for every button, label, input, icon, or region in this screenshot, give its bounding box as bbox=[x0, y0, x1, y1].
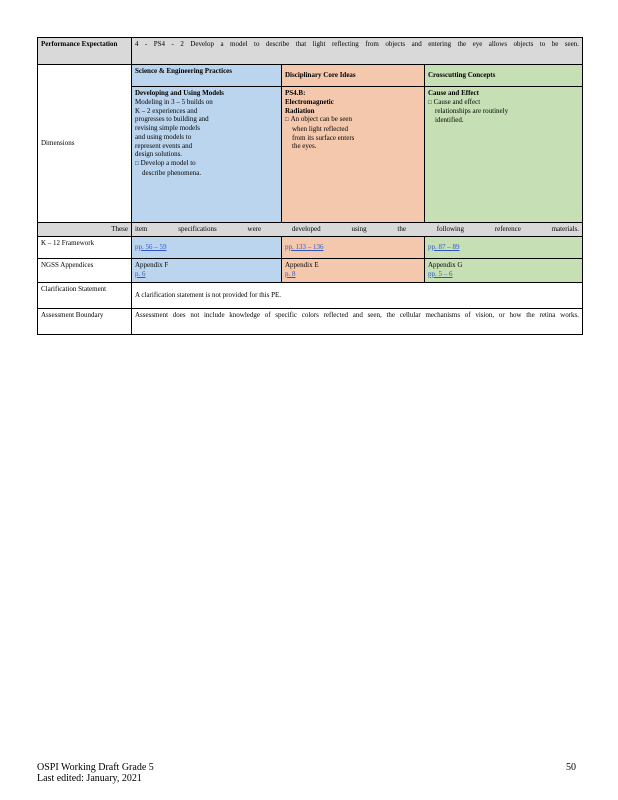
dci-cell bbox=[282, 87, 425, 223]
sep-header: Science & Engineering Practices bbox=[132, 65, 282, 87]
sep-bullet-0: □ Develop a model to bbox=[135, 159, 278, 169]
dci-title-1: Electromagnetic bbox=[285, 97, 334, 106]
ccc-title: Cause and Effect bbox=[428, 89, 479, 97]
ngss-cell-dci bbox=[282, 258, 425, 282]
clarification-text: A clarification statement is not provided for this PE. bbox=[132, 282, 583, 308]
dci-bullet-0: □ An object can be seen bbox=[285, 115, 421, 125]
reference-note-text: item specifications were developed using the following reference materials. bbox=[132, 223, 583, 237]
reference-note-row bbox=[38, 223, 583, 237]
dci-title-2: Radiation bbox=[285, 106, 315, 115]
ngss-appendix-g: Appendix G bbox=[428, 260, 463, 269]
dci-bullet-2: from its surface enters bbox=[292, 133, 355, 142]
ngss-link-f[interactable]: p. 6 bbox=[135, 269, 146, 278]
sep-body-2: progresses to building and bbox=[135, 115, 209, 124]
k12-row bbox=[38, 236, 583, 258]
assessment-text: Assessment does not include knowledge of specific colors reflected and seen, the cellular mechanisms of vision, or how the retina works. bbox=[132, 308, 583, 334]
item-specification-table bbox=[37, 37, 583, 335]
k12-link-ccc[interactable]: pp. 87 – 89 bbox=[428, 242, 460, 251]
footer-doc-title: OSPI Working Draft Grade 5 bbox=[37, 762, 154, 773]
ngss-link-e[interactable]: p. 8 bbox=[285, 269, 296, 278]
ccc-bullet-2: identified. bbox=[435, 116, 464, 124]
footer-last-edited: Last edited: January, 2021 bbox=[37, 773, 142, 784]
sep-body-5: represent events and bbox=[135, 141, 193, 150]
sep-body-1: K – 2 experiences and bbox=[135, 106, 198, 115]
k12-link-sep[interactable]: pp. 56 – 59 bbox=[135, 242, 167, 251]
sep-title: Developing and Using Models bbox=[135, 89, 224, 97]
ccc-cell bbox=[425, 87, 583, 223]
footer-left bbox=[37, 762, 154, 784]
assessment-row bbox=[38, 308, 583, 334]
dimensions-header-row bbox=[38, 65, 583, 87]
pe-text: 4 - PS4 - 2 Develop a model to describe that light reflecting from objects and entering the eye allows objects to be seen. bbox=[132, 38, 583, 65]
sep-body-0: Modeling in 3 – 5 builds on bbox=[135, 97, 213, 106]
sep-body-3: revising simple models bbox=[135, 124, 200, 132]
sep-bullet-1: describe phenomena. bbox=[142, 168, 202, 177]
ngss-label: NGSS Appendices bbox=[38, 258, 132, 282]
dci-bullet-3: the eyes. bbox=[292, 142, 317, 151]
dci-bullet-1: when light reflected bbox=[292, 124, 348, 133]
k12-label: K – 12 Framework bbox=[38, 236, 132, 258]
sep-body-4: and using models to bbox=[135, 132, 192, 141]
page-number: 50 bbox=[566, 762, 576, 773]
ngss-link-g[interactable]: pp. 5 – 6 bbox=[428, 269, 453, 278]
k12-link-dci[interactable]: pp. 133 – 136 bbox=[285, 242, 324, 251]
dci-title-0: PS4.B: bbox=[285, 89, 306, 97]
ccc-bullet-0: □ Cause and effect bbox=[428, 98, 579, 108]
assessment-label: Assessment Boundary bbox=[38, 308, 132, 334]
sep-cell bbox=[132, 87, 282, 223]
pe-row bbox=[38, 38, 583, 65]
ngss-row bbox=[38, 258, 583, 282]
ngss-appendix-e: Appendix E bbox=[285, 260, 319, 269]
ngss-cell-sep bbox=[132, 258, 282, 282]
clarification-label: Clarification Statement bbox=[38, 282, 132, 308]
dimensions-label: Dimensions bbox=[38, 65, 132, 223]
reference-note-lead: These bbox=[38, 223, 132, 237]
clarification-row bbox=[38, 282, 583, 308]
ngss-appendix-f: Appendix F bbox=[135, 260, 169, 269]
ccc-header: Crosscutting Concepts bbox=[425, 65, 583, 87]
sep-body-6: design solutions. bbox=[135, 150, 183, 159]
ccc-bullet-1: relationships are routinely bbox=[435, 107, 509, 116]
dci-header: Disciplinary Core Ideas bbox=[282, 65, 425, 87]
ngss-cell-ccc bbox=[425, 258, 583, 282]
pe-label: Performance Expectation bbox=[38, 38, 132, 65]
